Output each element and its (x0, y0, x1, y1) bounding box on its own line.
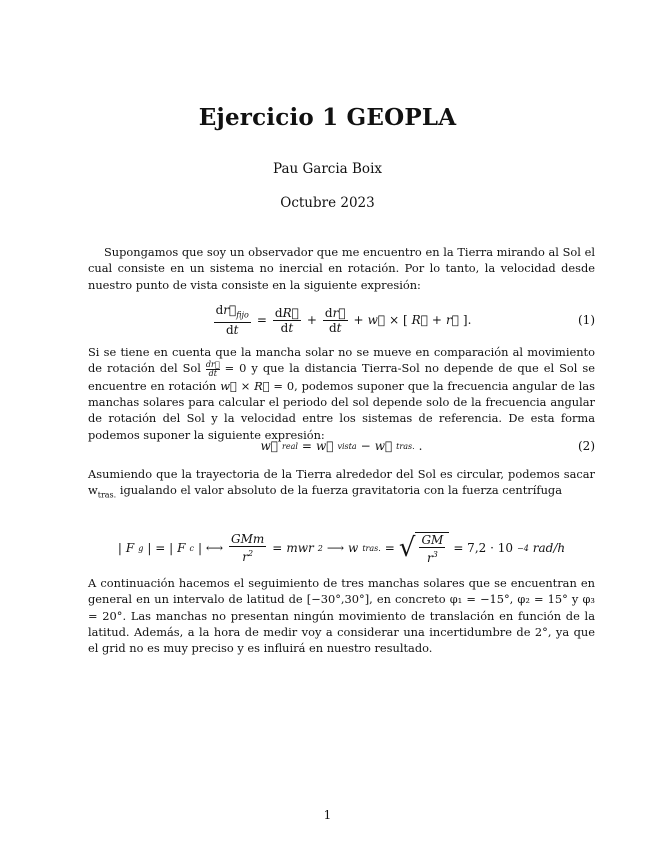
document-author: Pau Garcia Boix (273, 161, 382, 177)
paragraph-circular-orbit (88, 466, 595, 504)
equation-1-number: (1) (578, 313, 595, 327)
paragraph-circular-orbit-text-b: igualando el valor absoluto de la fuerza gravitatoria con la fuerza centrífuga (119, 483, 562, 498)
paragraph-intro: Supongamos que soy un observador que me encuentro en la Tierra mirando al Sol el cual consiste en un sistema no inercial en rotación. Por lo tanto, la velocidad desde nuestro punto de vista consiste en la siguiente expresión: (88, 245, 595, 292)
page-number: 1 (323, 808, 332, 822)
equation-3-exponent: −4 (516, 543, 529, 553)
paragraph-assumptions-part-a: Si se tiene en cuenta que la mancha solar no se mueve en comparación al movimiento de rotación del Sol (88, 345, 595, 376)
equation-2-number: (2) (578, 439, 595, 453)
equation-2: w⃗ real = w⃗ vista − w⃗ tras. . (2) (260, 439, 595, 453)
paragraph-sunspots: A continuación hacemos el seguimiento de tres manchas solares que se encuentran en general en un intervalo de latitud de [−30°,30°], en concreto φ₁ = −15°, φ₂ = 15° y φ₃ = 20°. Las manchas no presentan ningún movimiento de translación en función de la latitud. Además, a la hora de medir voy a considerar una incertidumbre de 2°, ya que el grid no es muy preciso y es influirá en nuestro resultado. (88, 576, 595, 656)
paragraph-circular-orbit-subscript: tras. (97, 490, 117, 500)
document-date: Octubre 2023 (280, 195, 375, 211)
equation-3-unit: rad/h (532, 541, 566, 555)
paragraph-assumptions-part-c: = 0, podemos suponer que la frecuencia angular de las manchas solares para calcular el periodo del sol depende solo de la frecuencia angular de rotación del Sol y la velocidad entre los sistemas de referencia. De esta forma podemos suponer la siguiente expresión: (88, 378, 595, 442)
paragraph-assumptions-part-b: = 0 y que la distancia Tierra-Sol no depende de que el Sol se encuentre en rotación (88, 361, 596, 393)
equation-1: $\frac{dr⃗_{fijo}}{dt}$ = $\frac{dR⃗}{dt}$ + $\frac{dr⃗}{dt}$ + w⃗ × [ R⃗ + r⃗ ]. (1) (215, 302, 595, 338)
document-title: Ejercicio 1 GEOPLA (198, 104, 457, 131)
paragraph-circular-orbit-text: Asumiendo que la trayectoria de la Tierra alrededor del Sol es circular, podemos sacar w (88, 467, 595, 498)
equation-3: | F g | = | F c | ⟷ $\frac{\text{GMm}}{r^2}$ = mwr 2 ⟶ w tras. = √ $\frac{GM}{r^3}$ = 7,2 · 10 −4 rad/h (117, 532, 566, 565)
equation-3-result: = 7,2 · 10 (453, 541, 513, 555)
paragraph-assumptions: Si se tiene en cuenta que la mancha solar no se mueve en comparación al movimiento de rotación del Sol $\frac{dr⃗}{dt}$ = 0 y que la distancia Tierra-Sol no depende de que el Sol se encuentre en rotación w⃗ × R⃗ = 0, podemos suponer que la frecuencia angular de las manchas solares para calcular el periodo del sol depende solo de la frecuencia angular de rotación del Sol y la velocidad entre los sistemas de referencia. De esta forma podemos suponer la siguiente expresión: (88, 345, 596, 442)
